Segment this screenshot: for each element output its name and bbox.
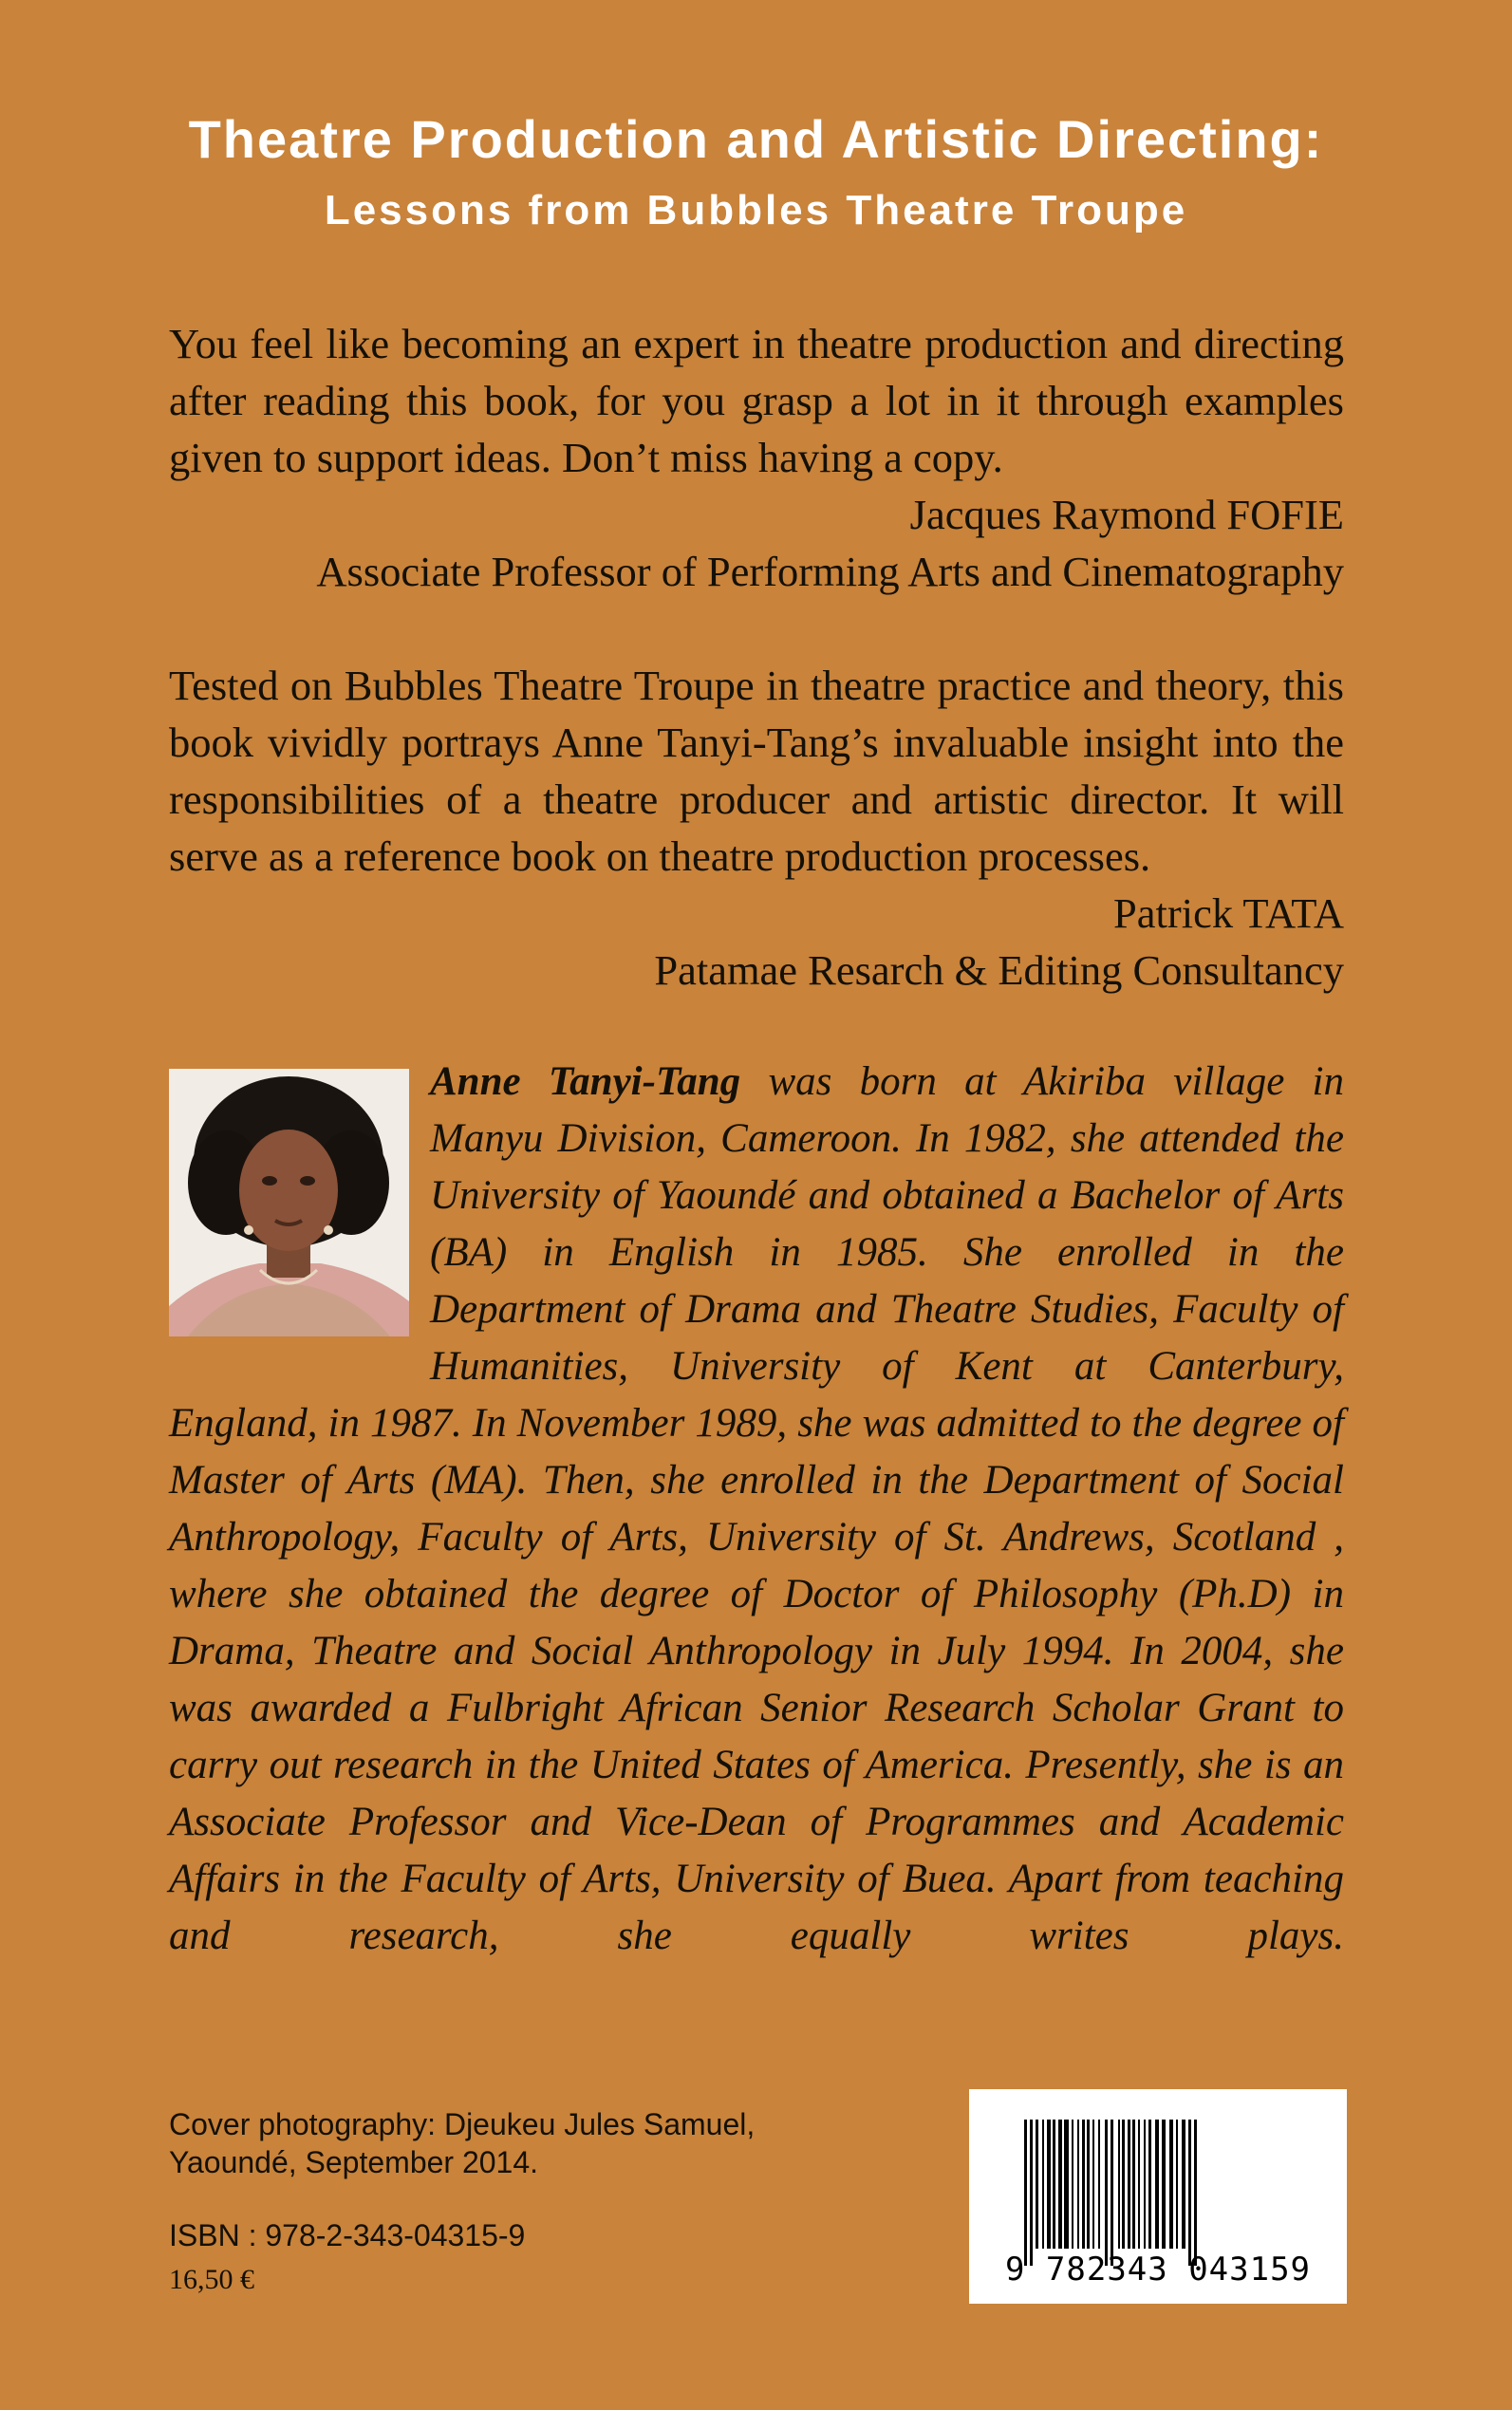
barcode-bar — [1169, 2120, 1173, 2249]
barcode-bar — [1092, 2120, 1094, 2249]
barcode-bar — [1098, 2120, 1100, 2249]
book-subtitle: Lessons from Bubbles Theatre Troupe — [324, 187, 1188, 234]
photo-credit-line-1: Cover photography: Djeukeu Jules Samuel, — [169, 2107, 756, 2141]
barcode-bar — [1194, 2120, 1197, 2266]
barcode-bar — [1155, 2120, 1159, 2249]
barcode-bar — [1064, 2120, 1069, 2249]
author-photo-illustration — [169, 1069, 409, 1336]
review-affiliation: Patamae Resarch & Editing Consultancy — [654, 946, 1344, 994]
review-affiliation: Associate Professor of Performing Arts and Cinematography — [316, 548, 1344, 595]
photo-credit — [169, 2105, 755, 2181]
book-title: Theatre Production and Artistic Directing: — [188, 109, 1324, 169]
barcode-bar — [1128, 2120, 1130, 2249]
author-name: Anne Tanyi-Tang — [430, 1059, 741, 1104]
barcode-bar — [1162, 2120, 1166, 2249]
barcode-bar — [1024, 2120, 1027, 2266]
barcode-bar — [1042, 2120, 1044, 2249]
barcode-bar — [1077, 2120, 1079, 2249]
barcode-bar — [1053, 2120, 1055, 2249]
review-author: Jacques Raymond FOFIE — [909, 491, 1344, 538]
title-block — [0, 106, 1512, 237]
review-text: Tested on Bubbles Theatre Troupe in theatre practice and theory, this book vividly portrays Anne Tanyi-Tang’s invaluable insight into the responsibilities of a theatre producer and artistic director. It will serve as a reference book on theatre production processes. — [169, 662, 1344, 880]
isbn: ISBN : 978-2-343-04315-9 — [169, 2218, 526, 2252]
barcode-digits: 9 782343 043159 — [1004, 2251, 1312, 2289]
barcode-bar — [1122, 2120, 1125, 2249]
barcode-bar — [1087, 2120, 1090, 2249]
price: 16,50 € — [169, 2264, 254, 2295]
author-bio — [169, 1054, 1344, 1965]
barcode-bar — [1182, 2120, 1185, 2249]
author-portrait — [169, 1069, 409, 1336]
barcode-bar — [1082, 2120, 1085, 2249]
barcode-bar — [1148, 2120, 1151, 2249]
review-1 — [169, 315, 1344, 600]
barcode — [969, 2089, 1347, 2304]
barcode-bar — [1072, 2120, 1073, 2249]
photo-credit-line-2: Yaoundé, September 2014. — [169, 2145, 539, 2179]
barcode-bar — [1058, 2120, 1062, 2249]
author-bio-text: was born at Akiriba village in Manyu Division, Cameroon. In 1982, she attended the University of Yaoundé and obtained a Bachelor of Arts (BA) in English in 1985. She enrolled in the Department of Drama and Theatre Studies, Faculty of Humanities, University of Kent at Canterbury, England, in 1987. In November 1989, she was admitted to the degree of Master of Arts (MA). Then, she enrolled in the Department of Social Anthropology, Faculty of Arts, University of St. Andrews, Scotland , where she obtained the degree of Doctor of Philosophy (Ph.D) in Drama, Theatre and Social Anthropology in July 1994. In 2004, she was awarded a Fulbright African Senior Research Scholar Grant to carry out research in the United States of America. Presently, she is an Associate Professor and Vice-Dean of Programmes and Academic Affairs in the Faculty of Arts, University of Buea. Apart from teaching and research, she equally writes plays. — [169, 1059, 1344, 1958]
barcode-bar — [1036, 2120, 1038, 2249]
barcode-bar — [1188, 2120, 1191, 2266]
barcode-bar — [1030, 2120, 1033, 2266]
barcode-bar — [1105, 2120, 1108, 2266]
review-2 — [169, 657, 1344, 999]
barcode-bar — [1047, 2120, 1051, 2249]
review-text: You feel like becoming an expert in theatre production and directing after reading this book, for you grasp a lot in it through examples given to support ideas. Don’t miss having a copy. — [169, 320, 1344, 481]
barcode-bar — [1111, 2120, 1113, 2266]
barcode-bar — [1144, 2120, 1146, 2249]
barcode-bar — [1138, 2120, 1140, 2249]
barcode-bar — [1176, 2120, 1178, 2249]
barcode-bar — [1118, 2120, 1120, 2249]
barcode-bar — [1132, 2120, 1135, 2249]
review-author: Patrick TATA — [1113, 889, 1344, 937]
